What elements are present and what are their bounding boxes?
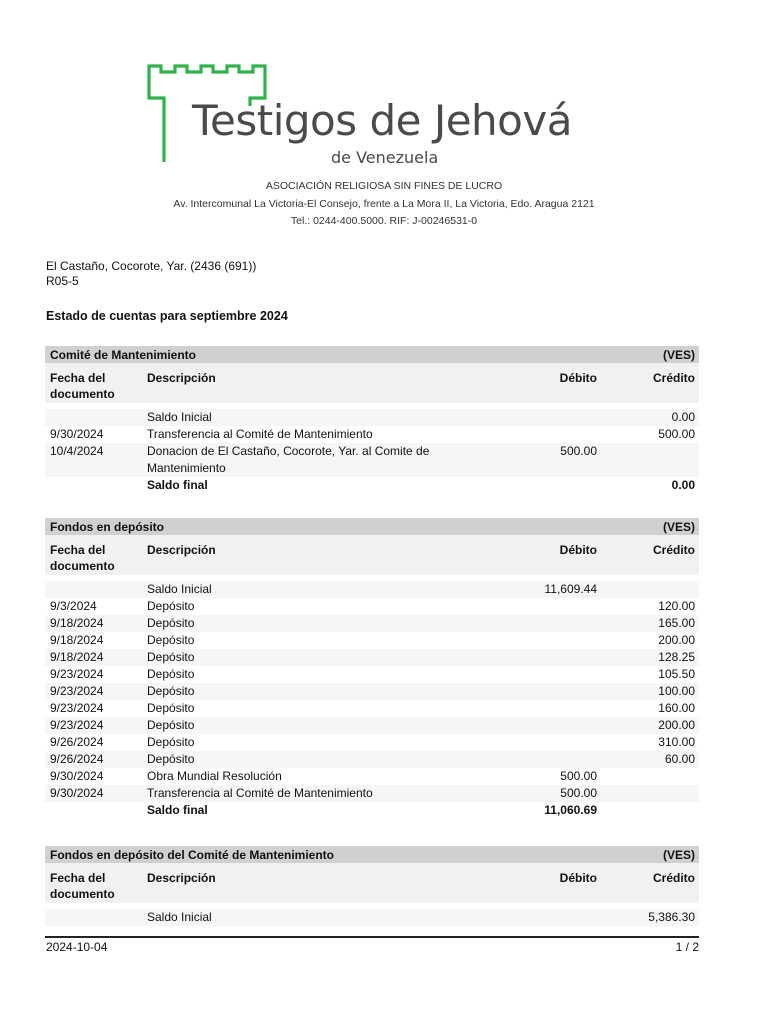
row-date: 10/4/2024 <box>50 444 104 458</box>
row-credit: 100.00 <box>658 684 695 698</box>
section-currency: (VES) <box>662 347 695 362</box>
row-credit: 120.00 <box>658 599 695 613</box>
section-currency: (VES) <box>662 847 695 862</box>
row-credit: 200.00 <box>658 633 695 647</box>
table-body <box>45 581 699 819</box>
org-address: Av. Intercomunal La Victoria-El Consejo, frente a La Mora II, La Victoria, Edo. Aragua 2121 <box>173 198 595 210</box>
logo <box>145 62 605 172</box>
section-title: Fondos en depósito <box>50 519 164 534</box>
statement-title: Estado de cuentas para septiembre 2024 <box>46 309 288 323</box>
row-desc: Saldo Inicial <box>147 410 212 424</box>
row-credit: 310.00 <box>658 735 695 749</box>
row-desc: Depósito <box>147 599 195 613</box>
final-debit: 11,060.69 <box>544 803 597 817</box>
row-credit: 165.00 <box>658 616 695 630</box>
row-credit: 128.25 <box>658 650 695 664</box>
table-row <box>45 632 699 649</box>
row-debit: 500.00 <box>560 769 597 783</box>
col-credit: Crédito <box>653 871 695 885</box>
section-header <box>45 846 699 863</box>
row-date: 9/30/2024 <box>50 786 104 800</box>
table-row <box>45 717 699 734</box>
footer-date: 2024-10-04 <box>46 940 108 954</box>
table-body <box>45 909 699 926</box>
row-date: 9/26/2024 <box>50 752 104 766</box>
table-row <box>45 785 699 802</box>
final-balance-row <box>45 477 699 494</box>
row-credit: 500.00 <box>658 427 695 441</box>
recipient-address <box>46 259 256 289</box>
row-date: 9/23/2024 <box>50 701 104 715</box>
col-debit: Débito <box>559 371 597 385</box>
section-maintenance-deposit-funds <box>45 846 699 926</box>
row-credit: 0.00 <box>671 410 695 424</box>
row-date: 9/18/2024 <box>50 633 104 647</box>
table-row <box>45 909 699 926</box>
section-deposit-funds <box>45 518 699 819</box>
col-description: Descripción <box>147 371 216 385</box>
recipient-line1: El Castaño, Cocorote, Yar. (2436 (691)) <box>46 259 257 273</box>
table-row <box>45 598 699 615</box>
footer-divider <box>45 936 699 938</box>
table-row <box>45 768 699 785</box>
row-date: 9/26/2024 <box>50 735 104 749</box>
section-maintenance-committee <box>45 346 699 494</box>
column-header <box>45 863 699 903</box>
row-desc: Depósito <box>147 667 195 681</box>
table-row <box>45 700 699 717</box>
row-date: 9/23/2024 <box>50 667 104 681</box>
org-contact: Tel.: 0244-400.5000. RIF: J-00246531-0 <box>290 215 478 227</box>
row-desc: Depósito <box>147 650 195 664</box>
row-desc: Depósito <box>147 735 195 749</box>
page-number: 1 / 2 <box>675 940 699 954</box>
col-credit: Crédito <box>653 371 695 385</box>
col-credit: Crédito <box>653 543 695 557</box>
row-date: 9/23/2024 <box>50 684 104 698</box>
section-header <box>45 518 699 535</box>
table-row <box>45 649 699 666</box>
row-desc: Obra Mundial Resolución <box>147 769 282 783</box>
table-row <box>45 751 699 768</box>
row-date: 9/30/2024 <box>50 427 104 441</box>
row-credit: 160.00 <box>658 701 695 715</box>
final-credit: 0.00 <box>671 478 695 492</box>
table-row <box>45 426 699 443</box>
row-desc: Depósito <box>147 701 195 715</box>
col-date: Fecha del documento <box>50 871 115 901</box>
col-description: Descripción <box>147 543 216 557</box>
row-debit: 500.00 <box>560 786 597 800</box>
row-desc: Transferencia al Comité de Mantenimiento <box>147 786 373 800</box>
table-body <box>45 409 699 494</box>
row-desc: Depósito <box>147 684 195 698</box>
logo-subtitle: de Venezuela <box>331 148 439 167</box>
row-debit: 500.00 <box>560 444 597 458</box>
recipient-line2: R05-5 <box>46 274 79 288</box>
table-row <box>45 443 699 477</box>
section-title: Comité de Mantenimiento <box>50 347 197 362</box>
row-date: 9/18/2024 <box>50 616 104 630</box>
row-credit: 200.00 <box>658 718 695 732</box>
col-debit: Débito <box>559 543 597 557</box>
final-balance-row <box>45 802 699 819</box>
table-row <box>45 615 699 632</box>
logo-title: Testigos de Jehová <box>192 96 572 145</box>
row-date: 9/18/2024 <box>50 650 104 664</box>
final-label: Saldo final <box>147 803 208 817</box>
row-date: 9/30/2024 <box>50 769 104 783</box>
row-credit: 5,386.30 <box>648 910 695 924</box>
row-date: 9/23/2024 <box>50 718 104 732</box>
col-date: Fecha del documento <box>50 543 115 573</box>
row-desc: Depósito <box>147 633 195 647</box>
row-credit: 105.50 <box>658 667 695 681</box>
table-row <box>45 409 699 426</box>
section-header <box>45 346 699 363</box>
table-row <box>45 581 699 598</box>
row-desc: Transferencia al Comité de Mantenimiento <box>147 427 373 441</box>
section-title: Fondos en depósito del Comité de Mantenimiento <box>50 847 335 862</box>
col-date: Fecha del documento <box>50 371 115 401</box>
row-credit: 60.00 <box>664 752 695 766</box>
column-header <box>45 363 699 403</box>
row-desc: Depósito <box>147 718 195 732</box>
org-type: ASOCIACIÓN RELIGIOSA SIN FINES DE LUCRO <box>265 180 503 192</box>
row-debit: 11,609.44 <box>544 582 597 596</box>
row-desc: Depósito <box>147 616 195 630</box>
section-currency: (VES) <box>662 519 695 534</box>
row-desc: Saldo Inicial <box>147 582 212 596</box>
table-row <box>45 734 699 751</box>
column-header <box>45 535 699 575</box>
col-description: Descripción <box>147 871 216 885</box>
table-row <box>45 683 699 700</box>
row-desc: Saldo Inicial <box>147 910 212 924</box>
table-row <box>45 666 699 683</box>
col-debit: Débito <box>559 871 597 885</box>
row-date: 9/3/2024 <box>50 599 97 613</box>
row-desc: Donacion de El Castaño, Cocorote, Yar. al Comite de Mantenimiento <box>147 444 430 475</box>
final-label: Saldo final <box>147 478 208 492</box>
row-desc: Depósito <box>147 752 195 766</box>
